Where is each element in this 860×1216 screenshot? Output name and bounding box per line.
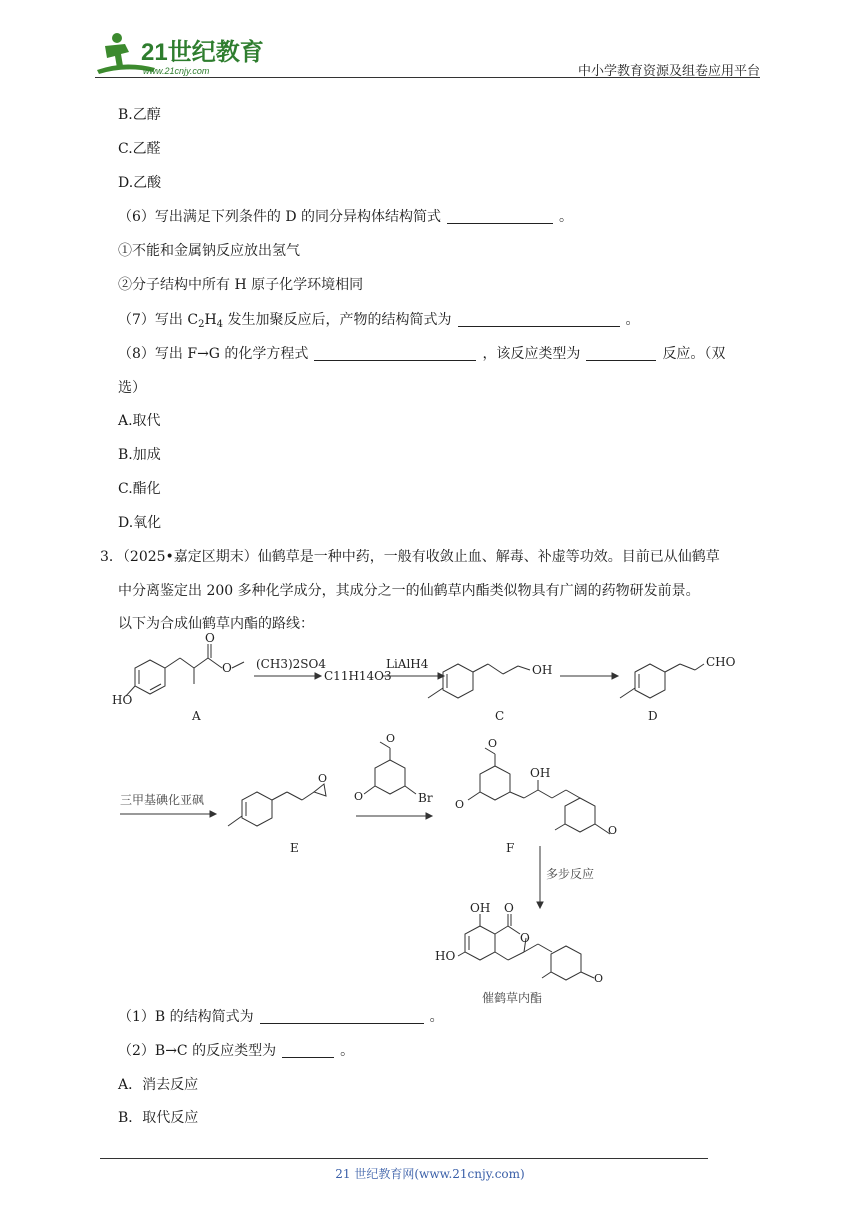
oxygen-label: O — [205, 631, 215, 645]
question-6-end: 。 — [559, 209, 574, 225]
question-7-end: 。 — [625, 312, 640, 328]
methoxy-oxygen-label: O — [488, 737, 498, 750]
answer-blank[interactable] — [282, 1043, 334, 1058]
option-b-ethanol: B.乙醇 — [118, 107, 161, 123]
question-8-continued: 选） — [118, 380, 146, 396]
hydroxyl-label: HO — [112, 693, 133, 707]
hydroxyl-label: OH — [530, 766, 551, 780]
intermediate-b-formula: C11H14O3 — [324, 669, 392, 683]
option-a-substitution: A.取代 — [118, 413, 161, 429]
sub-question-1-text: （1）B 的结构简式为 — [118, 1009, 254, 1025]
methoxy-oxygen-label: O — [594, 972, 604, 985]
compound-f — [468, 748, 610, 834]
option-d-acetic-acid: D.乙酸 — [118, 175, 162, 191]
site-logo — [95, 30, 265, 78]
sub-question-1-end: 。 — [429, 1009, 444, 1025]
compound-d-label: D — [648, 709, 658, 723]
answer-blank[interactable] — [458, 312, 620, 327]
question-8-text: ，该反应类型为 — [482, 346, 581, 362]
bromine-label: Br — [418, 791, 433, 805]
sub-question-2 — [118, 1041, 354, 1061]
multi-step-reaction-label: 多步反应 — [546, 867, 595, 881]
sub-question-2-end: 。 — [340, 1043, 355, 1059]
answer-blank[interactable] — [447, 209, 553, 224]
reagent-lialh4: LiAlH4 — [386, 657, 429, 671]
aryl-bromide-reagent — [364, 742, 416, 794]
problem-3-line-2: 中分离鉴定出 200 多种化学成分，其成分之一的仙鹤草内酯类似物具有广阔的药物研发前景。 — [118, 583, 700, 599]
option-d-oxidation: D.氧化 — [118, 515, 162, 531]
question-8-text: （8）写出 F→G 的化学方程式 — [118, 346, 309, 362]
compound-e — [228, 784, 326, 826]
carbonyl-oxygen-label: O — [504, 901, 514, 915]
subscript: 4 — [216, 319, 224, 330]
synthesis-route-diagram — [110, 630, 750, 1010]
sub-question-2-text: （2）B→C 的反应类型为 — [118, 1043, 277, 1059]
option-c-esterification: C.酯化 — [118, 481, 161, 497]
svg-text:www.21cnjy.com: www.21cnjy.com — [143, 66, 210, 76]
compound-a-label: A — [192, 709, 201, 723]
answer-blank[interactable] — [586, 346, 656, 361]
reagent-dimethyl-sulfate: (CH3)2SO4 — [256, 657, 326, 671]
sub-question-1 — [118, 1007, 444, 1027]
compound-e-label: E — [290, 841, 299, 855]
option-a-elimination: A．消去反应 — [118, 1077, 199, 1093]
problem-3-line-1: 3．（2025•嘉定区期末）仙鹤草是一种中药，一般有收敛止血、解毒、补虚等功效。目前已从仙鹤草 — [100, 549, 720, 565]
question-6-text: （6）写出满足下列条件的 D 的同分异构体结构简式 — [118, 209, 442, 225]
svg-text:21世纪教育: 21世纪教育 — [141, 39, 264, 66]
aldehyde-label: CHO — [706, 655, 736, 669]
page-header — [95, 30, 760, 78]
methoxy-oxygen-label: O — [608, 824, 618, 837]
epoxide-oxygen-label: O — [318, 772, 328, 785]
methoxy-oxygen-label: O — [386, 732, 396, 745]
oxygen-label: O — [222, 661, 232, 675]
footer-divider — [100, 1158, 708, 1159]
question-7-text: 发生加聚反应后，产物的结构简式为 — [223, 312, 452, 328]
subscript: 2 — [198, 319, 205, 330]
answer-blank[interactable] — [260, 1009, 424, 1024]
product-name-label: 催鹤草内酯 — [482, 991, 543, 1005]
product-agrimonolide — [458, 914, 594, 980]
option-b-substitution: B．取代反应 — [118, 1110, 199, 1126]
question-6 — [118, 207, 573, 227]
hydroxyl-label: OH — [470, 901, 491, 915]
option-b-addition: B.加成 — [118, 447, 161, 463]
condition-1: ①不能和金属钠反应放出氢气 — [118, 243, 300, 259]
condition-2: ②分子结构中所有 H 原子化学环境相同 — [118, 277, 364, 293]
hydroxyl-label: OH — [532, 663, 553, 677]
question-7-text: H — [204, 312, 217, 328]
question-7 — [118, 310, 640, 330]
ring-oxygen-label: O — [520, 931, 530, 945]
answer-blank[interactable] — [314, 346, 476, 361]
header-divider — [95, 77, 760, 78]
question-7-text: （7）写出 C — [118, 312, 199, 328]
option-c-acetaldehyde: C.乙醛 — [118, 141, 161, 157]
reagent-trimethylsulfoxonium-iodide: 三甲基碘化亚砜 — [120, 793, 205, 807]
footer-text: 21 世纪教育网(www.21cnjy.com) — [335, 1167, 525, 1181]
compound-c-label: C — [495, 709, 505, 723]
methoxy-oxygen-label: O — [354, 790, 364, 803]
compound-f-label: F — [506, 841, 515, 855]
platform-name: 中小学教育资源及组卷应用平台 — [577, 64, 760, 79]
hydroxyl-label: HO — [435, 949, 456, 963]
methoxy-oxygen-label: O — [455, 798, 465, 811]
problem-3-line-3: 以下为合成仙鹤草内酯的路线： — [118, 616, 314, 632]
compound-d — [620, 664, 704, 698]
compound-c — [428, 664, 530, 698]
question-8 — [118, 344, 725, 364]
question-8-text: 反应。（双 — [662, 346, 726, 362]
